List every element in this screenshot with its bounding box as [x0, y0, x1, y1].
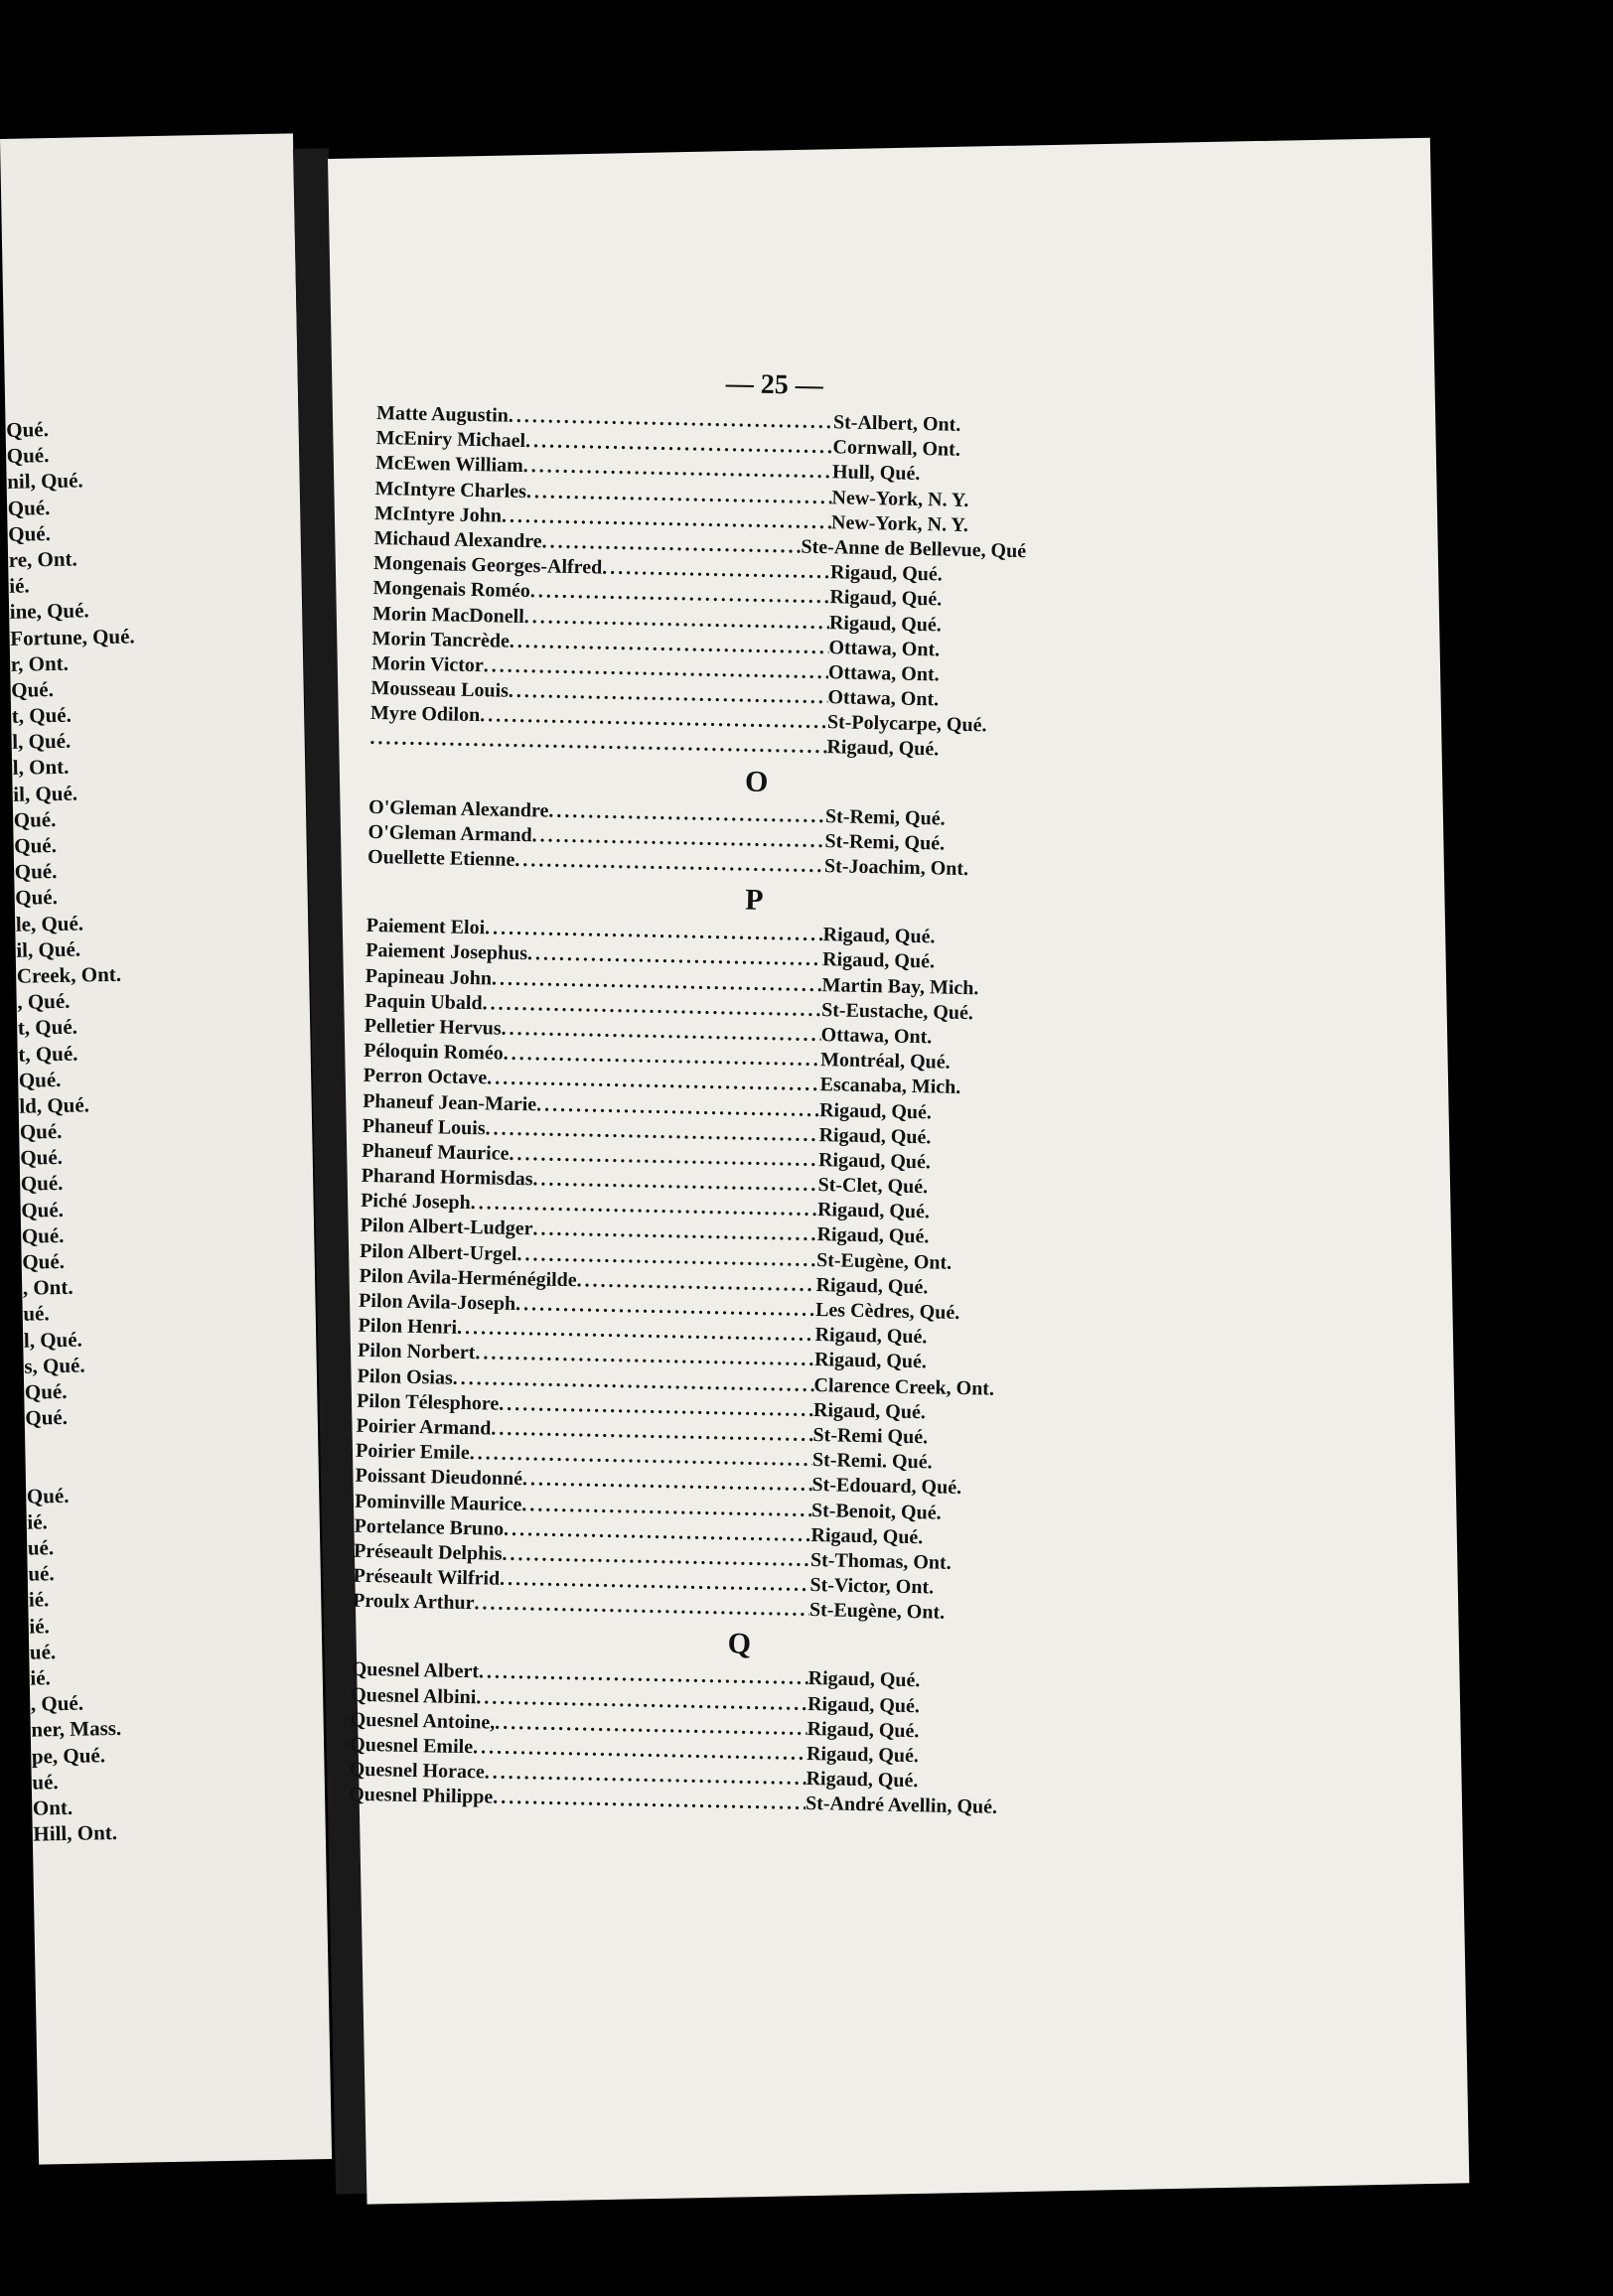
entry-name: Morin MacDonell — [371, 602, 525, 628]
left-fragment: t, Qué. — [17, 1014, 78, 1041]
entry-place: Hull, Qué. — [831, 461, 921, 486]
left-fragment: ié. — [29, 1613, 51, 1639]
entry-place: Rigaud, Qué. — [806, 1717, 920, 1743]
left-fragment: t, Qué. — [11, 702, 73, 728]
entry-place: St-Joachim, Ont. — [823, 855, 969, 881]
entry-place: St-Remi, Qué. — [824, 804, 946, 830]
entry-place: Rigaud, Qué. — [806, 1742, 920, 1768]
entry-name: Quesnel Philippe — [348, 1784, 494, 1808]
left-fragment: l, Qué. — [12, 728, 72, 755]
entry-place: St-André Avellin, Qué. — [805, 1793, 998, 1819]
left-fragment: Qué. — [25, 1405, 69, 1430]
left-fragment: t, Qué. — [18, 1041, 78, 1067]
entry-place: Rigaud, Qué. — [818, 1098, 933, 1123]
entry-place: Escanaba, Mich. — [819, 1074, 961, 1099]
entry-name: McIntyre Charles — [374, 477, 527, 502]
entry-place: St-Polycarpe, Qué. — [826, 711, 987, 737]
entry-name: O'Gleman Alexandre — [367, 795, 549, 822]
left-fragment: Qué. — [11, 676, 55, 702]
entry-name: Myre Odilon — [369, 702, 481, 727]
entry-place: Ottawa, Ont. — [827, 661, 940, 686]
entry-place: Ottawa, Ont. — [820, 1024, 933, 1049]
left-fragment: pe, Qué. — [31, 1742, 106, 1769]
left-fragment: l, Qué. — [23, 1327, 82, 1353]
entry-place: St-Edouard, Qué. — [811, 1474, 962, 1500]
left-fragment: Hill, Ont. — [33, 1820, 118, 1846]
entry-name: Papineau John — [365, 964, 493, 989]
left-fragment: nil, Qué. — [7, 468, 83, 495]
entry-name: Pilon Albert-Ludger — [360, 1215, 533, 1240]
left-fragment: ié. — [27, 1509, 48, 1534]
entry-place: St-Thomas, Ont. — [809, 1548, 952, 1574]
entry-place: Rigaud, Qué. — [806, 1692, 921, 1717]
entry-place: St-Eugène, Ont. — [808, 1599, 946, 1624]
left-fragment: il, Qué. — [13, 781, 78, 806]
entry-name: Paiement Eloi — [366, 915, 486, 939]
entry-place: St-Albert, Ont. — [832, 411, 961, 436]
entry-place: Rigaud, Qué. — [821, 948, 936, 973]
entry-name: Paiement Josephus — [366, 939, 528, 965]
entry-name: Matte Augustin — [375, 401, 510, 427]
entry-place: Ottawa, Ont. — [827, 686, 940, 711]
left-fragment: Qué. — [6, 443, 50, 469]
entry-name: Michaud Alexandre — [373, 526, 542, 553]
entry-name: Pilon Henri — [358, 1314, 458, 1339]
left-fragment: , Ont. — [22, 1274, 73, 1300]
entry-place: Cornwall, Ont. — [832, 436, 961, 461]
entry-place: St-Remi Qué. — [812, 1423, 929, 1449]
left-fragment: , Qué. — [17, 988, 71, 1014]
entry-name: Pilon Norbert — [357, 1340, 476, 1364]
left-fragment: ué. — [28, 1561, 55, 1586]
entry-place: Rigaud, Qué. — [829, 561, 944, 586]
left-fragment: Qué. — [20, 1171, 64, 1197]
left-fragment: Qué. — [14, 859, 58, 884]
entry-name: Pominville Maurice — [354, 1490, 522, 1515]
left-fragment: Qué. — [15, 885, 59, 911]
left-fragment: ner, Mass. — [31, 1716, 122, 1743]
entry-place: Montréal, Qué. — [819, 1049, 951, 1074]
entry-name: Portelance Bruno — [354, 1514, 505, 1540]
left-fragment: Ont. — [32, 1794, 73, 1820]
entry-place: New-York, N. Y. — [831, 486, 969, 511]
entry-name: Péloquin Roméo — [364, 1039, 504, 1065]
entry-name: Préseault Delphis — [353, 1539, 503, 1565]
entry-place: Rigaud, Qué. — [816, 1223, 930, 1248]
left-fragment: s, Qué. — [24, 1353, 85, 1378]
left-page-text — [0, 411, 326, 1847]
entry-name: Poirier Emile — [355, 1439, 470, 1465]
directory-page — [349, 369, 1132, 1823]
left-fragment: ué. — [32, 1769, 59, 1794]
entry-name: McEniry Michael — [375, 427, 526, 453]
left-fragment: ué. — [29, 1639, 57, 1664]
entry-place: New-York, N. Y. — [830, 510, 969, 536]
left-fragment: Qué. — [24, 1378, 68, 1404]
section-letter: Q — [727, 1627, 752, 1661]
left-fragment: Qué. — [19, 1118, 63, 1144]
left-fragment: l, Ont. — [12, 755, 70, 781]
page-number: — 25 — — [725, 368, 824, 402]
entry-name: Mousseau Louis — [370, 677, 510, 702]
entry-name: Pilon Osias — [357, 1364, 453, 1389]
left-fragment: , Qué. — [30, 1690, 84, 1716]
entry-name: Pelletier Hervus — [364, 1014, 502, 1040]
left-fragment: ié. — [30, 1665, 52, 1690]
left-fragment: Qué. — [6, 417, 50, 442]
entry-place: Rigaud, Qué. — [812, 1398, 927, 1424]
left-fragment: re, Ont. — [8, 546, 78, 572]
entry-place: St-Remi. Qué. — [811, 1449, 933, 1474]
entry-name: Phaneuf Maurice — [361, 1139, 510, 1165]
entry-name: Pilon Avila-Joseph — [358, 1289, 516, 1315]
left-fragment: ld, Qué. — [19, 1092, 90, 1118]
entry-place: St-Eugène, Ont. — [815, 1248, 953, 1274]
left-fragment: r, Ont. — [10, 650, 70, 676]
left-fragment: le, Qué. — [15, 911, 84, 936]
entry-place: Rigaud, Qué. — [810, 1523, 924, 1548]
entry-name: Préseault Wilfrid — [353, 1564, 501, 1590]
entry-name: Quesnel Horace — [349, 1758, 485, 1784]
directory-sections — [349, 401, 1131, 1823]
entry-place: Rigaud, Qué. — [822, 924, 936, 948]
entry-place: Les Cèdres, Qué. — [814, 1299, 960, 1324]
left-fragment: Qué. — [26, 1483, 70, 1508]
entry-name: Proulx Arthur — [352, 1590, 475, 1615]
left-fragment: ine, Qué. — [9, 598, 89, 625]
entry-place: St-Eustache, Qué. — [820, 998, 974, 1024]
entry-name: Phaneuf Jean-Marie — [362, 1089, 537, 1115]
left-fragment: Qué. — [21, 1197, 65, 1222]
entry-place: Rigaud, Qué. — [806, 1768, 919, 1793]
entry-place: Rigaud, Qué. — [807, 1667, 921, 1692]
section-letter: P — [744, 883, 764, 918]
entry-name: McIntyre John — [373, 502, 503, 527]
entry-place: Rigaud, Qué. — [814, 1324, 928, 1349]
left-fragment: il, Qué. — [16, 936, 81, 962]
entry-name: Quesnel Albert — [351, 1658, 480, 1683]
entry-name: Pilon Avila-Herménégilde — [359, 1264, 577, 1292]
entry-name: O'Gleman Armand — [367, 820, 532, 847]
section-letter: O — [744, 765, 769, 798]
left-fragment: Qué. — [22, 1248, 66, 1274]
entry-name: Quesnel Emile — [349, 1733, 474, 1759]
entry-place: Rigaud, Qué. — [813, 1349, 928, 1373]
entry-name: Paquin Ubald — [365, 989, 483, 1014]
entry-place: St-Clet, Qué. — [817, 1174, 929, 1199]
left-fragment: Qué. — [8, 520, 52, 546]
entry-name: Morin Victor — [370, 651, 485, 677]
left-fragment: ié. — [28, 1587, 50, 1613]
left-fragment: ié. — [9, 573, 30, 598]
entry-place: Martin Bay, Mich. — [821, 973, 979, 999]
entry-name: Quesnel Antoine, — [350, 1708, 496, 1734]
entry-place: Rigaud, Qué. — [826, 736, 940, 761]
entry-place: Rigaud, Qué. — [816, 1199, 931, 1223]
left-fragment: ué. — [23, 1301, 50, 1327]
entry-name: Pilon Albert-Urgel — [359, 1239, 517, 1265]
entry-name: Perron Octave — [363, 1065, 488, 1089]
left-fragment: Qué. — [21, 1222, 65, 1248]
entry-name: McEwen William — [374, 452, 523, 478]
entry-name: Ouellette Etienne — [367, 845, 515, 871]
left-fragment: Creek, Ont. — [16, 961, 122, 988]
entry-place: St-Benoit, Qué. — [810, 1499, 942, 1524]
entry-place: Ottawa, Ont. — [828, 636, 941, 661]
entry-place: St-Remi, Qué. — [824, 829, 946, 855]
entry-name: Morin Tancrède — [371, 627, 511, 652]
entry-place: Rigaud, Qué. — [818, 1123, 932, 1149]
entry-place: Clarence Creek, Ont. — [813, 1373, 995, 1400]
entry-name: Pilon Télesphore — [356, 1389, 500, 1415]
entry-name: Pharand Hormisdas — [361, 1164, 533, 1191]
entry-name: Phaneuf Louis — [362, 1114, 486, 1140]
entry-name: Poissant Dieudonné — [355, 1465, 523, 1491]
left-fragment: Qué. — [14, 832, 58, 858]
left-fragment: Qué. — [20, 1145, 64, 1170]
entry-place: Rigaud, Qué. — [817, 1148, 932, 1174]
left-fragment: Qué. — [18, 1067, 62, 1092]
entry-place: Rigaud, Qué. — [829, 586, 943, 611]
entry-place: Rigaud, Qué. — [815, 1273, 929, 1299]
entry-name: Piché Joseph — [360, 1190, 471, 1215]
left-fragment: ué. — [27, 1535, 55, 1560]
left-fragment: Fortune, Qué. — [10, 623, 135, 650]
entry-name: Quesnel Albini — [350, 1683, 477, 1708]
entry-place: St-Victor, Ont. — [809, 1574, 935, 1599]
left-fragment: Qué. — [7, 495, 51, 520]
entry-name: Poirier Armand — [356, 1414, 492, 1440]
entry-name: Mongenais Roméo — [372, 577, 531, 603]
entry-name: Mongenais Georges-Alfred — [372, 552, 603, 579]
entry-place: Rigaud, Qué. — [828, 611, 942, 636]
left-fragment: Qué. — [13, 806, 57, 832]
entry-place: Ste-Anne de Bellevue, Qué — [801, 535, 1027, 563]
